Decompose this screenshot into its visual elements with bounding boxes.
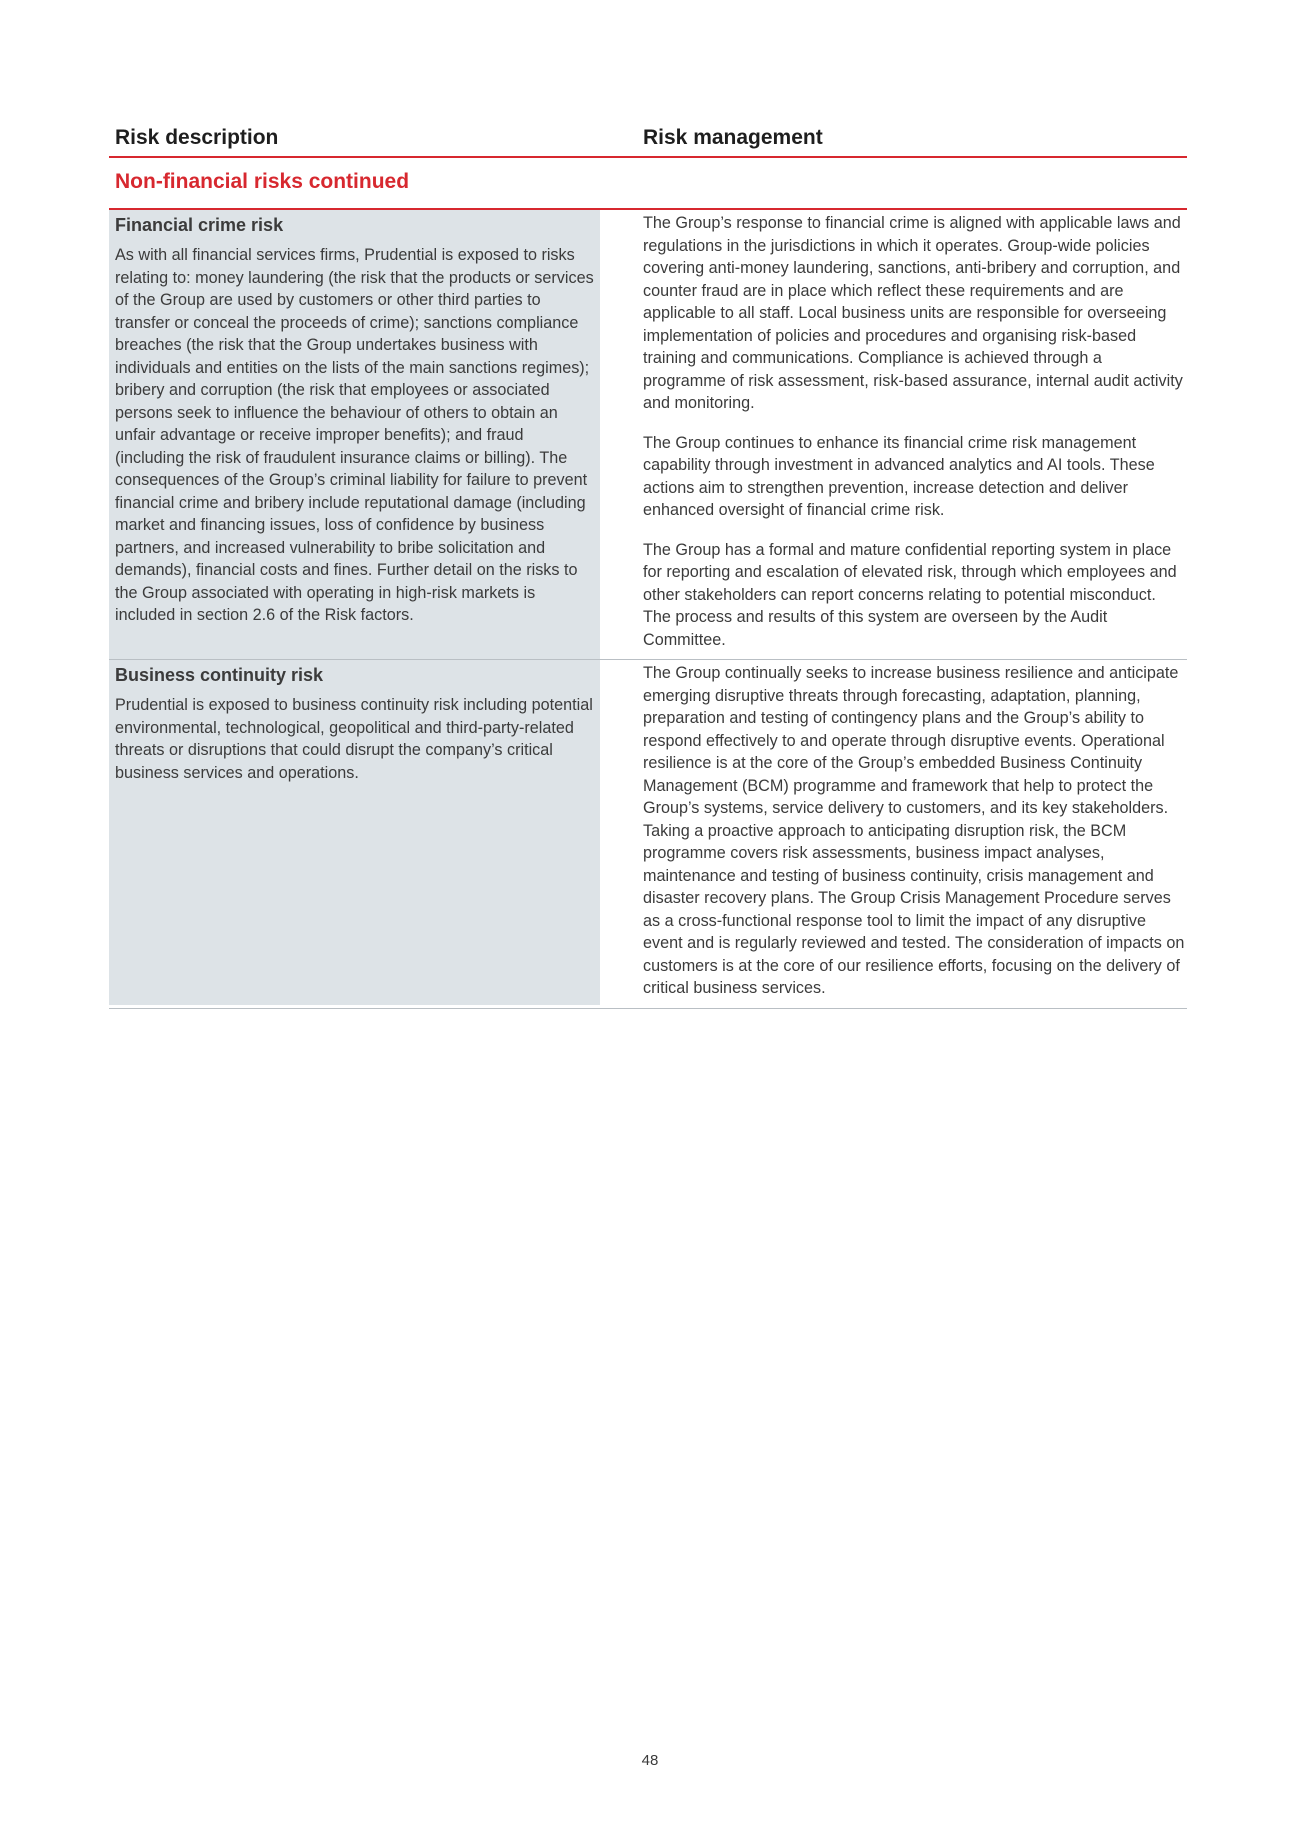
risk-row-financial-crime [109, 210, 1187, 660]
page-number: 48 [641, 1752, 659, 1769]
risk-description-text: As with all financial services firms, Prudential is exposed to risks relating to: money laundering (the risk that the products or services of the Group are used by customers or other third parties to transfer or conceal the proceeds of crime); sanctions compliance breaches (the risk that the Group undertakes business with individuals and entities on the lists of the main sanctions regimes); bribery and corruption (the risk that employees or associated persons seek to influence the behaviour of others to obtain an unfair advantage or receive improper benefits); and fraud (including the risk of fraudulent insurance claims or billing). The consequences of the Group’s criminal liability for failure to prevent financial crime and bribery include reputational damage (including market and financing issues, loss of confidence by business partners, and increased vulnerability to bribe solicitation and demands), financial costs and fines. Further detail on the risks to the Group associated with operating in high-risk markets is included in section 2.6 of the Risk factors. [115, 246, 594, 624]
risk-description-cell [109, 210, 600, 659]
risk-title: Financial crime risk [115, 215, 284, 235]
section-title: Non-financial risks continued [115, 170, 410, 193]
section-title-row [109, 158, 1187, 210]
risk-title: Business continuity risk [115, 665, 324, 685]
risk-management-cell [600, 660, 1187, 1008]
risk-table [109, 210, 1187, 1009]
risk-description-text: Prudential is exposed to business continuity risk including potential environmental, technological, geopolitical and third-party-related threats or disruptions that could disrupt the company’s critical business services and operations. [115, 696, 593, 782]
risk-management-paragraph: The Group has a formal and mature confidential reporting system in place for reporting and escalation of elevated risk, through which employees and other stakeholders can report concerns relating to potential misconduct. The process and results of this system are overseen by the Audit Committee. [643, 540, 1177, 649]
risk-management-paragraph: The Group continually seeks to increase business resilience and anticipate emerging disruptive threats through forecasting, adaptation, planning, preparation and testing of contingency plans and the Group’s ability to respond effectively to and operate through disruptive events. Operational resilience is at the core of the Group’s embedded Business Continuity Management (BCM) programme and framework that help to protect the Group’s systems, service delivery to customers, and its key stakeholders. Taking a proactive approach to anticipating disruption risk, the BCM programme covers risk assessments, business impact analyses, maintenance and testing of business continuity, crisis management and disaster recovery plans. The Group Crisis Management Procedure serves as a cross-functional response tool to limit the impact of any disruptive event and is regularly reviewed and tested. The consideration of impacts on customers is at the core of our resilience efforts, focusing on the delivery of critical business services. [643, 664, 1185, 997]
risk-row-business-continuity [109, 660, 1187, 1009]
risk-management-cell [600, 210, 1187, 659]
risk-management-paragraph: The Group continues to enhance its financial crime risk management capability through investment in advanced analytics and AI tools. These actions aim to strengthen prevention, increase detection and deliver enhanced oversight of financial crime risk. [643, 433, 1155, 519]
risk-management-paragraph: The Group’s response to financial crime is aligned with applicable laws and regulations in the jurisdictions in which it operates. Group-wide policies covering anti-money laundering, sanctions, anti-bribery and corruption, and counter fraud are in place which reflect these requirements and are applicable to all staff. Local business units are responsible for overseeing implementation of policies and procedures and organising risk-based training and communications. Compliance is achieved through a programme of risk assessment, risk-based assurance, internal audit activity and monitoring. [643, 214, 1183, 412]
risk-description-header: Risk description [115, 126, 279, 149]
risk-description-cell [109, 660, 600, 1005]
risk-management-header: Risk management [643, 126, 823, 149]
column-headers [109, 126, 1187, 158]
